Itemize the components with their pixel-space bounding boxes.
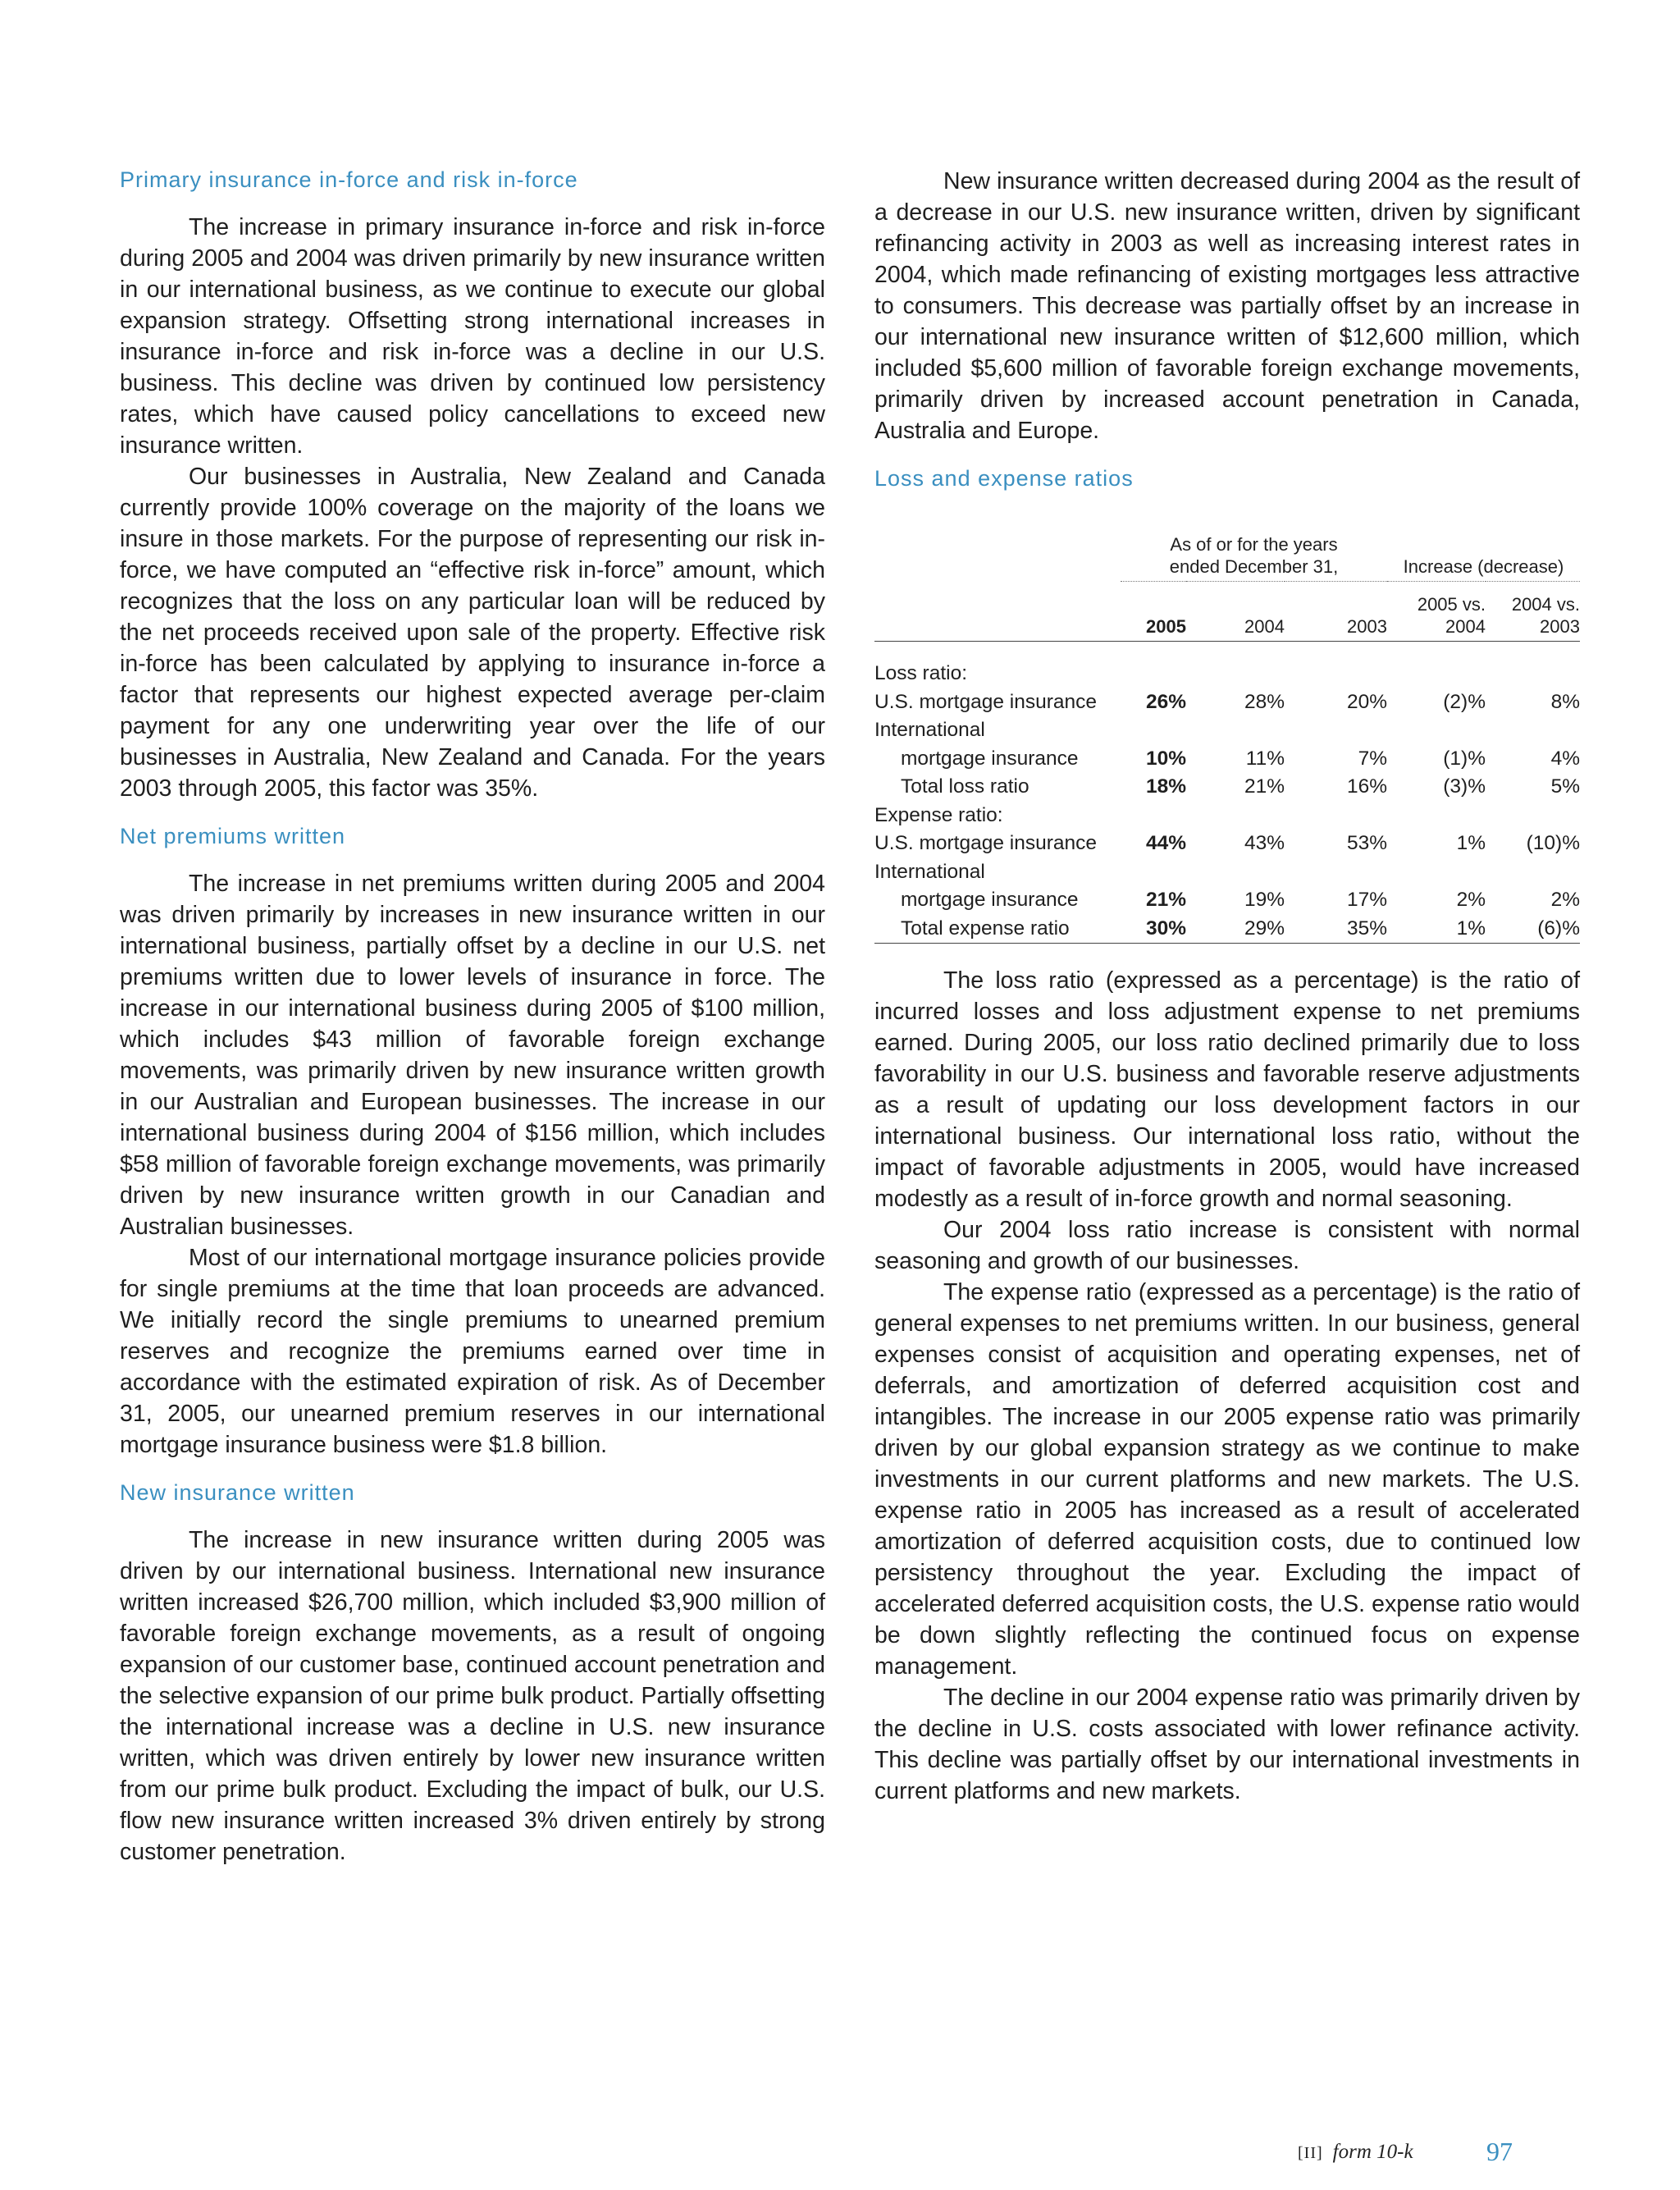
row-label: International <box>874 860 985 883</box>
col-header: 2004 vs. 2003 <box>1486 582 1580 642</box>
paragraph: The loss ratio (expressed as a percentage) is the ratio of incurred losses and loss adjustment expense to net premiums earned. During 2005, our loss ratio declined primarily due to loss favorability in our U.S. business and favorable reserve adjustments as a result of updating our loss development factors in our international business. Our international loss ratio, without the impact of favorable adjustments in 2005, would have increased modestly as a result of in-force growth and normal seasoning. <box>874 967 1580 1212</box>
ratios-table <box>874 533 1580 944</box>
table-cell: 21% <box>1244 775 1285 798</box>
row-label: mortgage insurance <box>901 747 1079 770</box>
table-cell: 30% <box>1121 915 1186 944</box>
group-header-change: Increase (decrease) <box>1387 533 1580 582</box>
row-label: International <box>874 719 985 741</box>
row-label: Loss ratio: <box>874 662 968 684</box>
row-label: U.S. mortgage insurance <box>874 832 1097 854</box>
heading-primary-insurance: Primary insurance in-force and risk in-force <box>120 167 578 192</box>
table-cell: 20% <box>1346 690 1387 713</box>
table-cell: 28% <box>1244 690 1285 713</box>
table-cell: 53% <box>1346 832 1387 854</box>
page-footer <box>1298 2141 1413 2164</box>
table-cell: (1)% <box>1443 747 1486 770</box>
table-cell: 35% <box>1285 915 1387 944</box>
paragraph: The increase in new insurance written during 2005 was driven by our international business. International new insurance written increased $26,700 million, which included $3,900 million of favorable foreign exchange movements, as a result of ongoing expansion of our customer base, continued account penetration and the selective expansion of our prime bulk product. Partially offsetting the international increase was a decline in U.S. new insurance written, which was driven entirely by lower new insurance written from our prime bulk product. Excluding the impact of bulk, our U.S. flow new insurance written increased 3% driven entirely by strong customer penetration. <box>120 1527 825 1865</box>
row-label: U.S. mortgage insurance <box>874 690 1097 713</box>
table-cell: 2% <box>1456 889 1486 911</box>
table-cell: (2)% <box>1443 690 1486 713</box>
table-cell: 21% <box>1145 889 1186 911</box>
table-row <box>874 716 1580 745</box>
paragraph: Our businesses in Australia, New Zealand and Canada currently provide 100% coverage on the majority of the loans we insure in those markets. For the purpose of representing our risk in-force, we have computed an “effective risk in-force” amount, which recognizes that the loss on any particular loan will be reduced by the net proceeds received upon sale of the property. Effective risk in-force has been calculated by applying to insurance in-force a factor that represents our highest expected average per-claim payment for any one underwriting year over the life of our businesses in Australia, New Zealand and Canada. For the years 2003 through 2005, this factor was 35%. <box>120 464 825 802</box>
table-row <box>874 886 1580 915</box>
row-label: Expense ratio: <box>874 803 1003 826</box>
col-header: 2005 vs. 2004 <box>1387 582 1486 642</box>
table-cell: 5% <box>1550 775 1580 798</box>
table-row <box>874 830 1580 858</box>
table-cell: (6)% <box>1486 915 1580 944</box>
paragraph: The expense ratio (expressed as a percentage) is the ratio of general expenses to net premiums written. In our business, general expenses consist of acquisition and operating expenses, net of deferrals, and amortization of deferred acquisition cost and intangibles. The increase in our 2005 expense ratio was primarily driven by our global expansion strategy as we continue to make investments in our current platforms and new markets. The U.S. expense ratio in 2005 has increased as a result of accelerated amortization of deferred acquisition costs, due to continued low persistency throughout the year. Excluding the impact of accelerated deferred acquisition costs, the U.S. expense ratio would be down slightly reflecting the continued focus on expense management. <box>874 1279 1580 1680</box>
table-cell: 2% <box>1550 889 1580 911</box>
paragraph: New insurance written decreased during 2004 as the result of a decrease in our U.S. new insurance written, driven by significant refinancing activity in 2003 as well as increasing interest rates in 2004, which made refinancing of existing mortgages less attractive to consumers. This decrease was partially offset by an increase in our international new insurance written of $12,600 million, which included $5,600 million of favorable foreign exchange movements, primarily driven by increased account penetration in Canada, Australia and Europe. <box>874 168 1580 444</box>
table-cell: 10% <box>1145 747 1186 770</box>
table-cell: 1% <box>1456 832 1486 854</box>
left-column <box>120 166 825 1868</box>
heading-new-insurance: New insurance written <box>120 1480 355 1505</box>
table-cell: 44% <box>1145 832 1186 854</box>
table-row <box>874 660 1580 688</box>
table-cell: 29% <box>1186 915 1285 944</box>
table-cell: 26% <box>1145 690 1186 713</box>
row-label: Total expense ratio <box>874 915 1121 944</box>
section-marker: [II] <box>1298 2144 1323 2162</box>
form-label: form 10-k <box>1332 2141 1413 2163</box>
col-header: 2004 <box>1186 582 1285 642</box>
paragraph: The increase in primary insurance in-force and risk in-force during 2005 and 2004 was driven primarily by new insurance written in our international business, as we continue to execute our global expansion strategy. Offsetting strong international increases in insurance in-force and risk in-force was a decline in our U.S. business. This decline was driven by continued low persistency rates, which have caused policy cancellations to exceed new insurance written. <box>120 214 825 459</box>
table-cell: 1% <box>1387 915 1486 944</box>
table-cell: 7% <box>1358 747 1387 770</box>
table-cell: 18% <box>1145 775 1186 798</box>
paragraph: The decline in our 2004 expense ratio was primarily driven by the decline in U.S. costs associated with lower refinance activity. This decline was partially offset by our international investments in current platforms and new markets. <box>874 1685 1580 1804</box>
table-cell: 17% <box>1346 889 1387 911</box>
table-cell: 16% <box>1346 775 1387 798</box>
table-cell: 8% <box>1550 690 1580 713</box>
table-row <box>874 858 1580 887</box>
table-header-group-row <box>874 533 1580 582</box>
page-number: 97 <box>1486 2137 1513 2166</box>
heading-loss-expense-ratios: Loss and expense ratios <box>874 466 1134 491</box>
right-column <box>874 166 1580 1807</box>
heading-net-premiums: Net premiums written <box>120 824 346 848</box>
table-cell: 19% <box>1244 889 1285 911</box>
paragraph: Our 2004 loss ratio increase is consistent with normal seasoning and growth of our businesses. <box>874 1217 1580 1274</box>
table-cell: (10)% <box>1526 832 1580 854</box>
table-row <box>874 915 1580 944</box>
table-row <box>874 802 1580 830</box>
row-label: mortgage insurance <box>901 889 1079 911</box>
table-cell: 43% <box>1244 832 1285 854</box>
table-row <box>874 773 1580 802</box>
table-header-row <box>874 582 1580 642</box>
paragraph: The increase in net premiums written during 2005 and 2004 was driven primarily by increases in new insurance written in our international business, partially offset by a decline in our U.S. net premiums written due to lower levels of insurance in force. The increase in our international business during 2005 of $100 million, which includes $43 million of favorable foreign exchange movements, was primarily driven by new insurance written growth in our Australian and European businesses. The increase in our international business during 2004 of $156 million, which includes $58 million of favorable foreign exchange movements, was primarily driven by new insurance written growth in our Canadian and Australian businesses. <box>120 871 825 1240</box>
table-cell: 11% <box>1245 747 1285 770</box>
table-cell: 4% <box>1550 747 1580 770</box>
col-header: 2005 <box>1121 582 1186 642</box>
table-cell: (3)% <box>1443 775 1486 798</box>
table-row <box>874 688 1580 717</box>
row-label: Total loss ratio <box>901 775 1029 798</box>
col-header: 2003 <box>1285 582 1387 642</box>
table-row <box>874 745 1580 774</box>
paragraph: Most of our international mortgage insurance policies provide for single premiums at the time that loan proceeds are advanced. We initially record the single premiums to unearned premium reserves and recognize the premiums earned over time in accordance with the estimated expiration of risk. As of December 31, 2005, our unearned premium reserves in our international mortgage insurance business were $1.8 billion. <box>120 1245 825 1458</box>
group-header-years: As of or for the years ended December 31, <box>1121 533 1387 582</box>
